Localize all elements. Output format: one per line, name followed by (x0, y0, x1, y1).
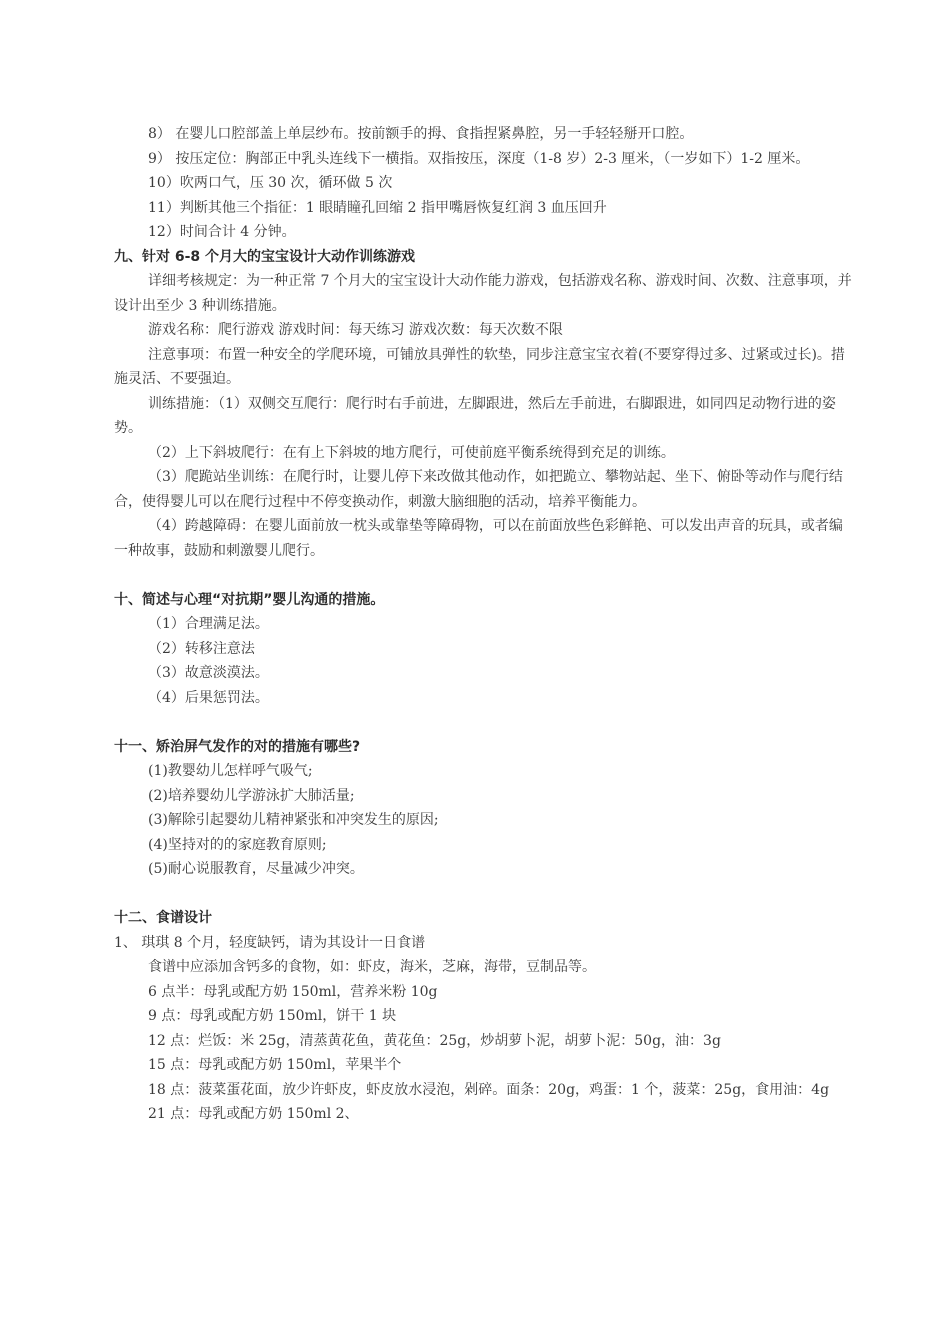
section-11-item: (3)解除引起婴幼儿精神紧张和冲突发生的原因; (148, 812, 439, 828)
section-9-measure-2: （2）上下斜坡爬行：在有上下斜坡的地方爬行，可使前庭平衡系统得到充足的训练。 (148, 444, 675, 461)
section-11-heading: 十一、矫治屏气发作的对的措施有哪些? (114, 738, 361, 755)
section-11-item: (4)坚持对的的家庭教育原则; (148, 836, 327, 853)
spacer (114, 882, 854, 907)
section-12-case: 1、 琪琪 8 个月，轻度缺钙，请为其设计一日食谱 (114, 934, 426, 951)
document-page (114, 122, 854, 1127)
section-10-item: （4）后果惩罚法。 (148, 689, 269, 706)
section-9-heading: 九、针对 6-8 个月大的宝宝设计大动作训练游戏 (114, 248, 416, 265)
section-9-game-info: 游戏名称：爬行游戏 游戏时间：每天练习 游戏次数：每天次数不限 (148, 322, 563, 338)
cpr-step-10: 10）吹两口气，压 30 次，循环做 5 次 (148, 175, 393, 191)
cpr-step-12: 12）时间合计 4 分钟。 (148, 224, 296, 240)
cpr-step-8: 8） 在婴儿口腔部盖上单层纱布。按前额手的拇、食指捏紧鼻腔，另一手轻轻掰开口腔。 (148, 126, 694, 142)
meal-item: 6 点半：母乳或配方奶 150ml，营养米粉 10g (148, 983, 438, 1000)
section-9-measure-3: （3）爬跪站坐训练：在爬行时，让婴儿停下来改做其他动作，如把跪立、攀物站起、坐下、俯卧等动作与爬行结合，使得婴儿可以在爬行过程中不停变换动作，刺激大脑细胞的活动，培养平衡能力。 (114, 469, 843, 510)
cpr-step-11: 11）判断其他三个指征：1 眼睛瞳孔回缩 2 指甲嘴唇恢复红润 3 血压回升 (148, 199, 607, 216)
cpr-step-9: 9） 按压定位：胸部正中乳头连线下一横指。双指按压，深度（1-8 岁）2-3 厘米，（一岁如下）1-2 厘米。 (148, 150, 810, 167)
section-9-measure-4: （4）跨越障碍：在婴儿面前放一枕头或靠垫等障碍物，可以在前面放些色彩鲜艳、可以发出声音的玩具，或者编一种故事，鼓励和刺激婴儿爬行。 (114, 518, 843, 559)
section-10-item: （1）合理满足法。 (148, 616, 269, 632)
meal-item: 12 点：烂饭：米 25g，清蒸黄花鱼，黄花鱼：25g，炒胡萝卜泥，胡萝卜泥：50g，油：3g (148, 1032, 721, 1049)
section-12-intro: 食谱中应添加含钙多的食物，如：虾皮，海米，芝麻，海带，豆制品等。 (148, 959, 596, 975)
section-10-heading: 十、简述与心理“对抗期”婴儿沟通的措施。 (114, 591, 385, 608)
section-9-measure-1: 训练措施：（1）双侧交互爬行：爬行时右手前进，左脚跟进，然后左手前进，右脚跟进，如同四足动物行进的姿势。 (114, 395, 836, 436)
section-9-notes: 注意事项：布置一种安全的学爬环境，可铺放具弹性的软垫，同步注意宝宝衣着(不要穿得过多、过紧或过长)。措施灵活、不要强迫。 (114, 346, 845, 387)
spacer (114, 710, 854, 735)
section-10-item: （2）转移注意法 (148, 640, 255, 657)
section-11-item: (2)培养婴幼儿学游泳扩大肺活量; (148, 787, 355, 804)
section-9-requirement: 详细考核规定：为一种正常 7 个月大的宝宝设计大动作能力游戏，包括游戏名称、游戏时间、次数、注意事项，并设计出至少 3 种训练措施。 (114, 273, 852, 314)
meal-item: 9 点：母乳或配方奶 150ml，饼干 1 块 (148, 1008, 397, 1024)
meal-item: 18 点：菠菜蛋花面，放少许虾皮，虾皮放水浸泡，剁碎。面条：20g，鸡蛋：1 个，菠菜：25g，食用油：4g (148, 1081, 830, 1098)
section-11-item: (1)教婴幼儿怎样呼气吸气; (148, 763, 313, 779)
section-11-item: (5)耐心说服教育，尽量减少冲突。 (148, 861, 364, 877)
meal-item: 21 点：母乳或配方奶 150ml 2、 (148, 1106, 359, 1122)
meal-item: 15 点：母乳或配方奶 150ml，苹果半个 (148, 1057, 402, 1073)
section-12-heading: 十二、食谱设计 (114, 910, 212, 926)
section-10-item: （3）故意淡漠法。 (148, 665, 269, 681)
spacer (114, 563, 854, 588)
